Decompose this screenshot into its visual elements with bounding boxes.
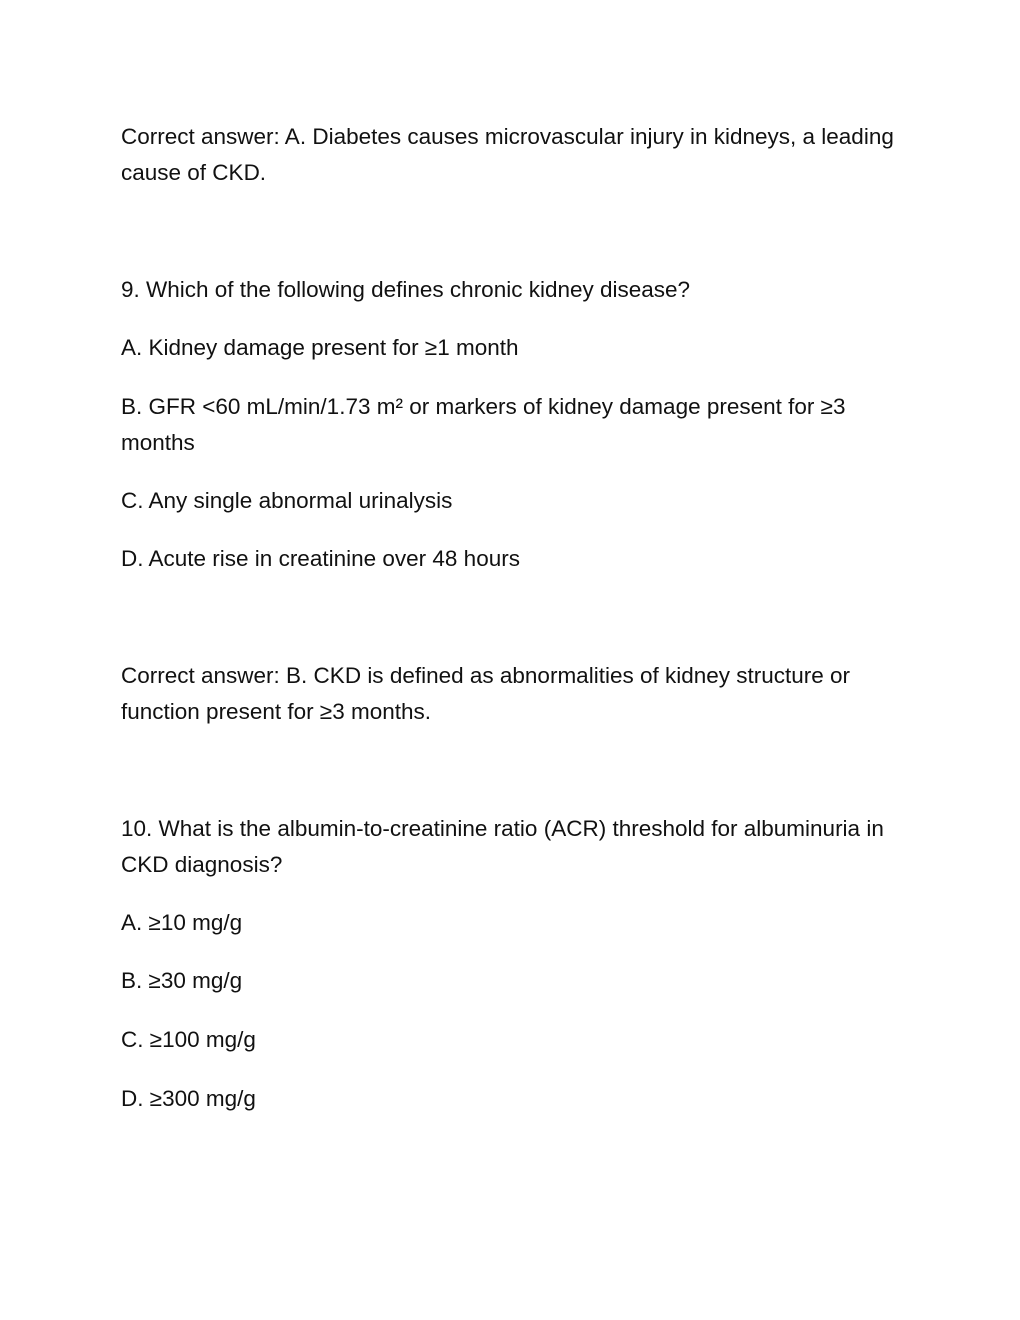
question-10-option-c: C. ≥100 mg/g — [121, 1027, 256, 1052]
question-10-option-a: A. ≥10 mg/g — [121, 910, 243, 935]
question-9-option-a: A. Kidney damage present for ≥1 month — [121, 335, 519, 360]
question-10-option-d: D. ≥300 mg/g — [121, 1086, 256, 1111]
question-9-option-d: D. Acute rise in creatinine over 48 hours — [121, 546, 520, 571]
question-9-option-b: B. GFR <60 mL/min/1.73 m² or markers of kidney damage present for ≥3 months — [121, 394, 846, 455]
question-9-text: 9. Which of the following defines chronic kidney disease? — [121, 277, 691, 302]
question-9-answer: Correct answer: B. CKD is defined as abnormalities of kidney structure or function present for ≥3 months. — [121, 663, 851, 724]
question-9-option-c: C. Any single abnormal urinalysis — [121, 488, 453, 513]
previous-answer-text: Correct answer: A. Diabetes causes microvascular injury in kidneys, a leading cause of CKD. — [121, 124, 894, 185]
question-10-option-b: B. ≥30 mg/g — [121, 968, 243, 993]
question-10-text: 10. What is the albumin-to-creatinine ratio (ACR) threshold for albuminuria in CKD diagnosis? — [121, 816, 884, 877]
